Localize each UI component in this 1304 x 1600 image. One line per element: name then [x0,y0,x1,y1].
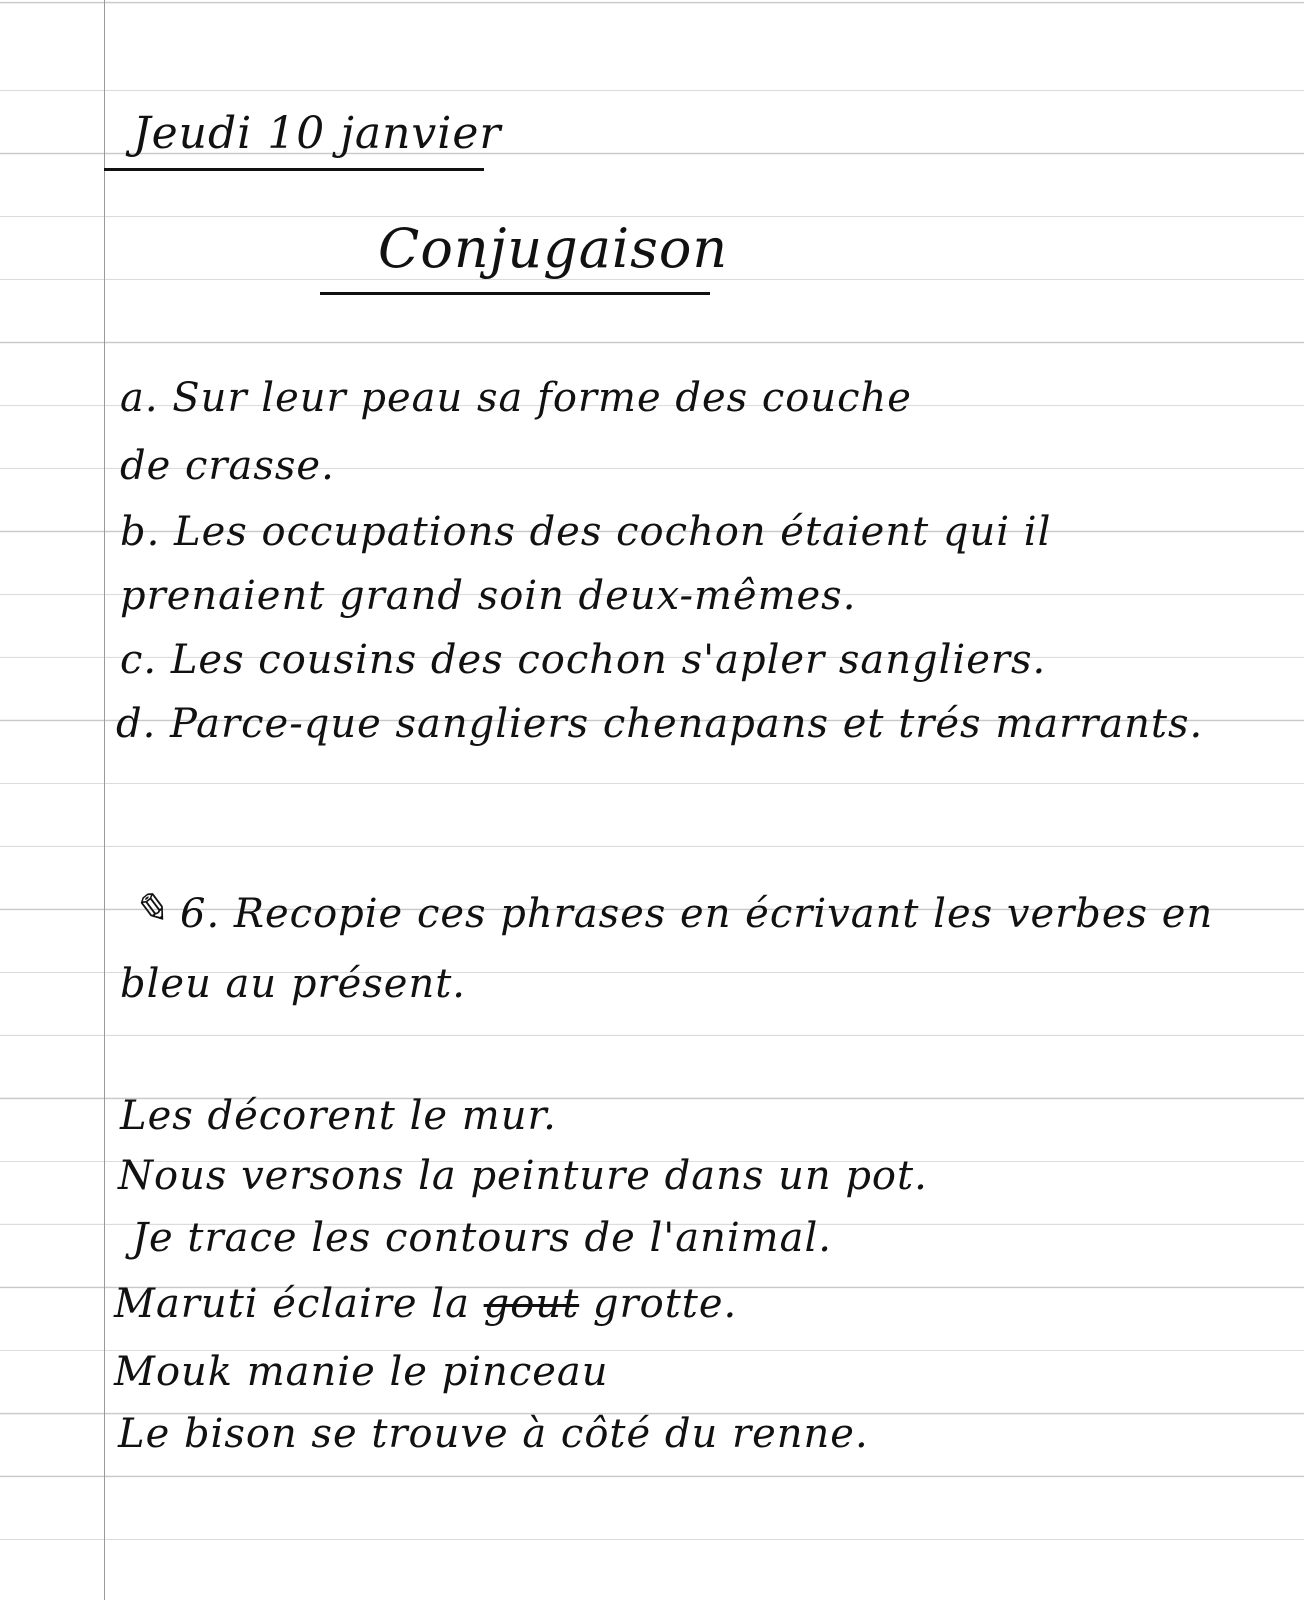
sentence-line: Les décorent le mur. [120,1093,557,1139]
exercise-instruction: bleu au présent. [120,961,467,1007]
date-underline [104,168,484,171]
sentence-line: Le bison se trouve à côté du renne. [118,1411,869,1457]
exercise-line: prenaient grand soin deux-mêmes. [120,573,857,619]
exercise-line: b. Les occupations des cochon étaient qui il [120,509,1052,555]
exercise-line: a. Sur leur peau sa forme des couche [120,375,912,421]
margin-line [104,0,105,1600]
crossed-out-word: gout [483,1281,580,1327]
sentence-line: Mouk manie le pinceau [114,1349,609,1395]
exercise-line: de crasse. [120,443,335,489]
heading-underline [320,292,710,295]
exercise-instruction: 6. Recopie ces phrases en écrivant les verbes en [180,891,1214,937]
sentence-line: Nous versons la peinture dans un pot. [118,1153,928,1199]
sentence-line [114,1281,738,1327]
pencil-icon: ✎ [132,884,169,933]
date: Jeudi 10 janvier [133,108,502,159]
sentence-start: Maruti éclaire la [114,1281,484,1327]
exercise-line: c. Les cousins des cochon s'apler sangliers. [120,637,1047,683]
heading: Conjugaison [378,217,729,280]
sentence-line: Je trace les contours de l'animal. [132,1215,832,1261]
sentence-end: grotte. [579,1281,738,1327]
exercise-line: d. Parce-que sangliers chenapans et trés marrants. [116,701,1204,747]
